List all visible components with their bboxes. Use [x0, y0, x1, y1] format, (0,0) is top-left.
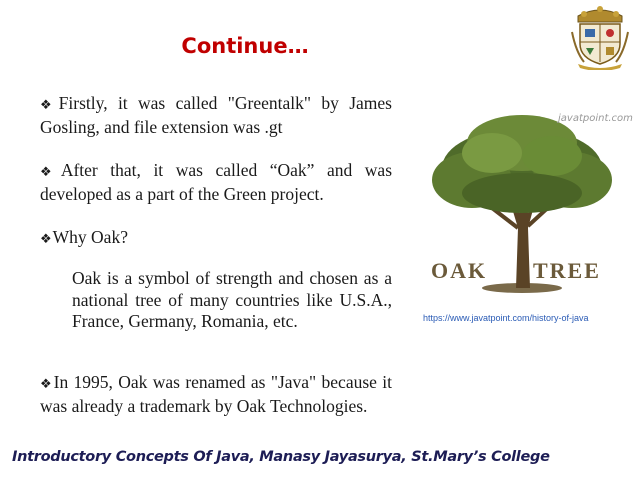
slide-footer: Introductory Concepts Of Java, Manasy Jayasurya, St.Mary’s College — [12, 449, 550, 465]
bullet-item: ❖In 1995, Oak was renamed as "Java" because it was already a trademark by Oak Technologies. — [40, 372, 392, 416]
bullet-item: ❖After that, it was called “Oak” and was developed as a part of the Green project. — [40, 160, 393, 204]
diamond-bullet-icon: ❖ — [40, 98, 58, 113]
bullet-list — [40, 93, 392, 417]
diamond-bullet-icon: ❖ — [40, 377, 53, 392]
sub-paragraph: Oak is a symbol of strength and chosen as a national tree of many countries like U.S.A., France, Germany, Romania, etc. — [72, 268, 392, 331]
watermark: javatpoint.com — [558, 113, 633, 124]
bullet-item: ❖Why Oak? — [40, 227, 128, 247]
diamond-bullet-icon: ❖ — [40, 232, 52, 247]
source-link[interactable]: https://www.javatpoint.com/history-of-java — [423, 313, 589, 323]
college-crest-logo — [570, 2, 630, 70]
slide-title: Continue… — [181, 34, 309, 58]
tree-label: TREE — [533, 258, 601, 283]
diamond-bullet-icon: ❖ — [40, 165, 60, 180]
bullet-item: ❖Firstly, it was called "Greentalk" by James Gosling, and file extension was .gt — [40, 93, 392, 137]
oak-label: OAK — [431, 258, 488, 283]
